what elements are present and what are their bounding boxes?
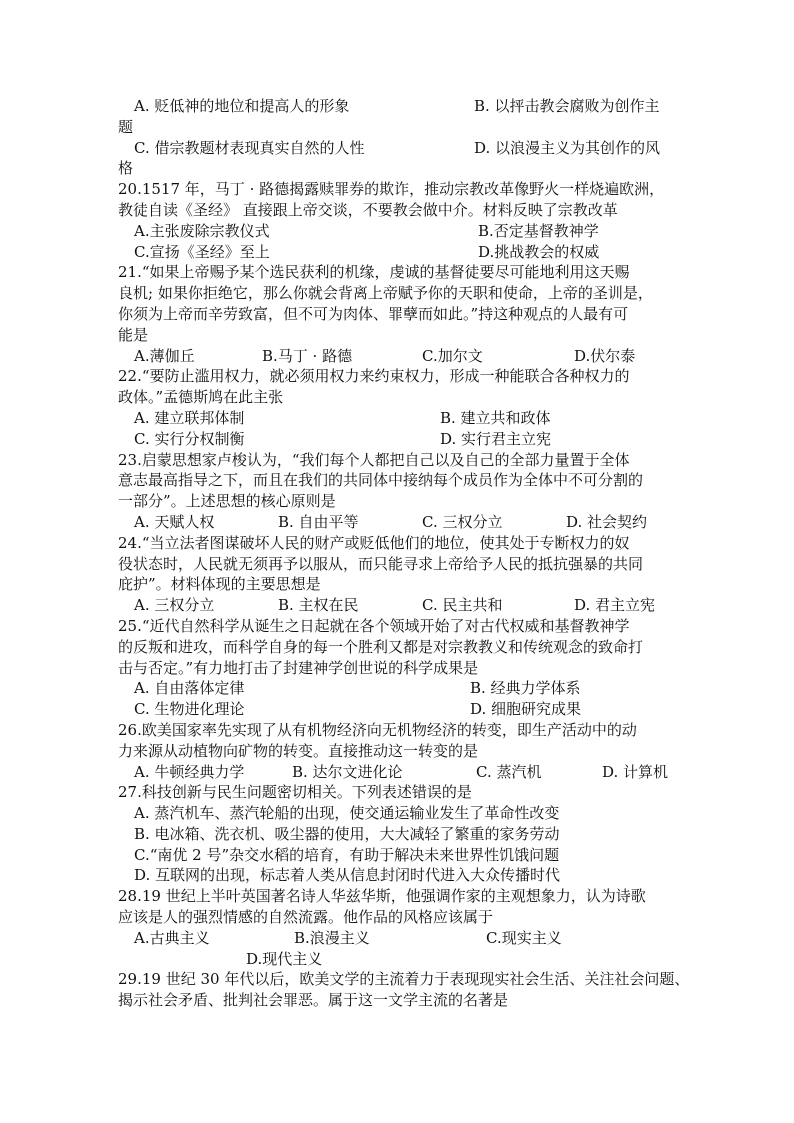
option-c: C.现实主义 (486, 928, 562, 947)
option-a: A.古典主义 (134, 928, 210, 947)
option-a: A.薄伽丘 (134, 346, 195, 365)
question-21-line: 你须为上帝而辛劳致富，但不可为肉体、罪孽而如此。”持这种观点的人最有可 (118, 304, 629, 323)
option-a: A. 贬低神的地位和提高人的形象 (134, 97, 350, 115)
question-21-line: 21.“如果上帝赐予某个选民获利的机缘，虔诚的基督徒要尽可能地利用这天赐 (118, 263, 630, 282)
option-row (118, 699, 678, 720)
question-28-line: 28.19 世纪上半叶英国著名诗人华兹华斯，他强调作家的主观想象力，认为诗歌 (118, 887, 646, 906)
question-26-line: 26.欧美国家率先实现了从有机物经济向无机物经济的转变，即生产活动中的动 (118, 720, 637, 739)
option-row (118, 242, 678, 263)
option-b: B. 电冰箱、洗衣机、吸尘器的使用，大大减轻了繁重的家务劳动 (134, 824, 560, 843)
option-row (118, 408, 678, 429)
option-b: B. 建立共和政体 (440, 408, 551, 427)
question-25-line: 的反叛和进攻，而科学自身的每一个胜利又都是对宗教教义和传统观念的致命打 (118, 637, 644, 656)
option-b: B.否定基督教神学 (478, 221, 599, 240)
option-d: D. 以浪漫主义为其创作的风 (474, 138, 661, 157)
option-a: A. 三权分立 (134, 596, 215, 615)
option-row (118, 138, 678, 159)
question-22-line: 政体。”孟德斯鸠在此主张 (118, 388, 284, 407)
option-c: C.加尔文 (422, 346, 483, 365)
option-a: A. 建立联邦体制 (134, 408, 245, 427)
question-28-line: 应该是人的强烈情感的自然流露。他作品的风格应该属于 (118, 908, 494, 927)
option-d: D. 君主立宪 (574, 596, 656, 615)
question-26-line: 力来源从动植物向矿物的转变。直接推动这一转变的是 (118, 741, 479, 760)
option-b: B. 自由平等 (278, 512, 359, 531)
option-b: B.浪漫主义 (294, 928, 370, 947)
option-a: A. 蒸汽机车、蒸汽轮船的出现，使交通运输业发生了革命性改变 (134, 804, 560, 823)
option-b-continued: 题 (118, 117, 134, 136)
question-20-line: 教徒自读《圣经》 直接跟上帝交谈，不要教会做中介。材料反映了宗教改革 (118, 200, 618, 219)
question-24-line: 役状态时，人民就无须再予以服从，而只能寻求上帝给予人民的抵抗强暴的共同 (118, 554, 644, 573)
option-b: B. 主权在民 (278, 596, 359, 615)
option-d: D. 社会契约 (566, 512, 648, 531)
option-c: C.宣扬《圣经》至上 (134, 242, 270, 261)
option-row (118, 595, 678, 616)
option-c: C. 生物进化理论 (134, 700, 245, 719)
option-d: D. 实行君主立宪 (440, 429, 552, 448)
question-29-line: 揭示社会矛盾、批判社会罪恶。属于这一文学主流的名著是 (118, 991, 509, 1010)
question-22-line: 22.“要防止滥用权力，就必须用权力来约束权力，形成一种能联合各种权力的 (118, 367, 630, 386)
question-20-line: 20.1517 年，马丁 · 路德揭露赎罪券的欺诈，推动宗教改革像野火一样烧遍欧洲， (118, 180, 665, 199)
option-row (118, 96, 678, 117)
option-d-continued: 格 (118, 159, 134, 178)
option-c: C.“南优 2 号”杂交水稻的培育，有助于解决未来世界性饥饿问题 (134, 845, 560, 864)
option-row (118, 949, 678, 970)
option-row (118, 429, 678, 450)
option-c: C. 民主共和 (422, 596, 503, 615)
question-29-line: 29.19 世纪 30 年代以后，欧美文学的主流着力于表现现实社会生活、关注社会问题、 (118, 970, 690, 989)
option-d: D. 互联网的出现，标志着人类从信息封闭时代进入大众传播时代 (134, 866, 561, 885)
option-a: A. 天赋人权 (134, 512, 215, 531)
option-a: A. 自由落体定律 (134, 679, 245, 698)
question-25-line: 击与否定。”有力地打击了封建神学创世说的科学成果是 (118, 658, 479, 677)
option-a: A.主张废除宗教仪式 (134, 221, 270, 240)
option-row (118, 928, 678, 949)
option-d: D.伏尔泰 (574, 346, 636, 365)
question-24-line: 庇护”。材料体现的主要思想是 (118, 575, 321, 594)
option-row (118, 678, 678, 699)
option-b: B. 达尔文进化论 (292, 762, 403, 781)
exam-page (118, 96, 690, 1011)
option-row (118, 346, 678, 367)
option-b: B. 经典力学体系 (470, 679, 581, 698)
option-c: C. 蒸汽机 (476, 762, 542, 781)
question-23-line: 意志最高指导之下，而且在我们的共同体中接纳每个成员作为全体中不可分割的 (118, 471, 644, 490)
option-d: D. 细胞研究成果 (470, 700, 582, 719)
option-d: D. 计算机 (602, 762, 669, 781)
option-row (118, 512, 678, 533)
option-c: C. 三权分立 (422, 512, 503, 531)
question-24-line: 24.“当立法者图谋破坏人民的财产或贬低他们的地位，使其处于专断权力的奴 (118, 533, 630, 552)
option-b: B. 以抨击教会腐败为创作主 (474, 97, 660, 115)
question-23-line: 23.启蒙思想家卢梭认为，“我们每个人都把自己以及自己的全部力量置于全体 (118, 450, 630, 469)
option-row (118, 762, 678, 783)
option-a: A. 牛顿经典力学 (134, 762, 245, 781)
option-d: D.现代主义 (246, 949, 323, 968)
option-d: D.挑战教会的权威 (478, 242, 600, 261)
option-row (118, 221, 678, 242)
question-25-line: 25.“近代自然科学从诞生之日起就在各个领域开始了对古代权威和基督教神学 (118, 616, 630, 635)
question-21-line: 良机; 如果你拒绝它，那么你就会背离上帝赋予你的天职和使命，上帝的圣训是， (118, 284, 653, 303)
option-b: B.马丁 · 路德 (262, 346, 353, 365)
question-21-line: 能是 (118, 325, 149, 344)
option-c: C. 实行分权制衡 (134, 429, 245, 448)
option-c: C. 借宗教题材表现真实自然的人性 (134, 138, 365, 157)
question-23-line: 一部分”。上述思想的核心原则是 (118, 492, 336, 511)
question-27-line: 27.科技创新与民生问题密切相关。下列表述错误的是 (118, 783, 472, 802)
